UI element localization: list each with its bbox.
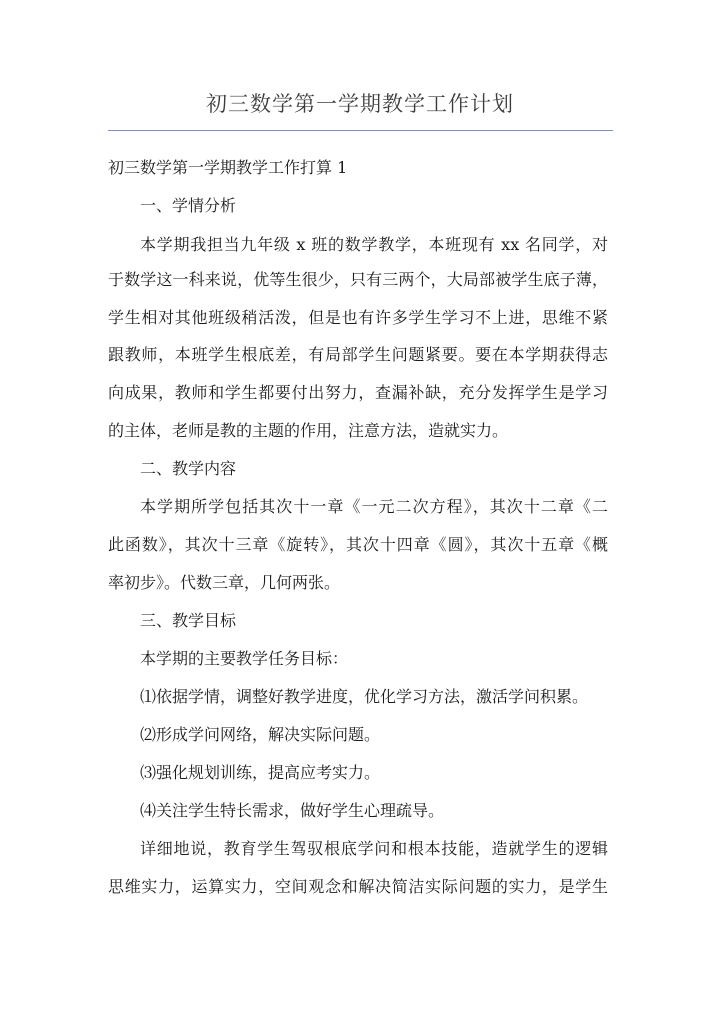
list-item: ⑴依据学情，调整好教学进度，优化学习方法，激活学问积累。 (140, 687, 589, 706)
paragraph-line: 本学期我担当九年级 x 班的数学教学，本班现有 xx 名同学，对 (140, 235, 608, 254)
paragraph-line: 的主体，老师是教的主题的作用，注意方法，造就实力。 (108, 421, 509, 440)
paragraph-line: 详细地说，教育学生驾驭根底学问和根本技能，造就学生的逻辑 (140, 839, 608, 858)
paragraph-line: 此函数》，其次十三章《旋转》，其次十四章《圆》，其次十五章《概 (108, 535, 608, 554)
section-heading-2: 二、教学内容 (140, 459, 237, 478)
section-heading-3: 三、教学目标 (140, 611, 237, 630)
paragraph-line: 向成果，教师和学生都要付出努力，查漏补缺，充分发挥学生是学习 (108, 383, 608, 402)
paragraph-line: 于数学这一科来说，优等生很少，只有三两个，大局部被学生底子薄， (108, 270, 608, 289)
title-underline (108, 130, 613, 131)
paragraph-line: 跟教师，本班学生根底差，有局部学生问题紧要。要在本学期获得志 (108, 345, 608, 364)
section-heading-1: 一、学情分析 (140, 196, 237, 215)
list-item: ⑶强化规划训练，提高应考实力。 (140, 763, 381, 782)
paragraph-line: 思维实力，运算实力，空间观念和解决简洁实际问题的实力，是学生 (108, 877, 608, 896)
document-subtitle: 初三数学第一学期教学工作打算 1 (108, 158, 348, 177)
paragraph-line: 本学期所学包括其次十一章《一元二次方程》，其次十二章《二 (140, 497, 608, 516)
paragraph-line: 率初步》。代数三章，几何两张。 (108, 573, 341, 592)
document-title: 初三数学第一学期教学工作计划 (206, 92, 514, 116)
list-item: ⑷关注学生特长需求，做好学生心理疏导。 (140, 801, 445, 820)
paragraph-line: 学生相对其他班级稍活泼，但是也有许多学生学习不上进，思维不紧 (108, 308, 608, 327)
list-item: ⑵形成学问网络，解决实际问题。 (140, 725, 381, 744)
paragraph-line: 本学期的主要教学任务目标： (140, 649, 349, 668)
